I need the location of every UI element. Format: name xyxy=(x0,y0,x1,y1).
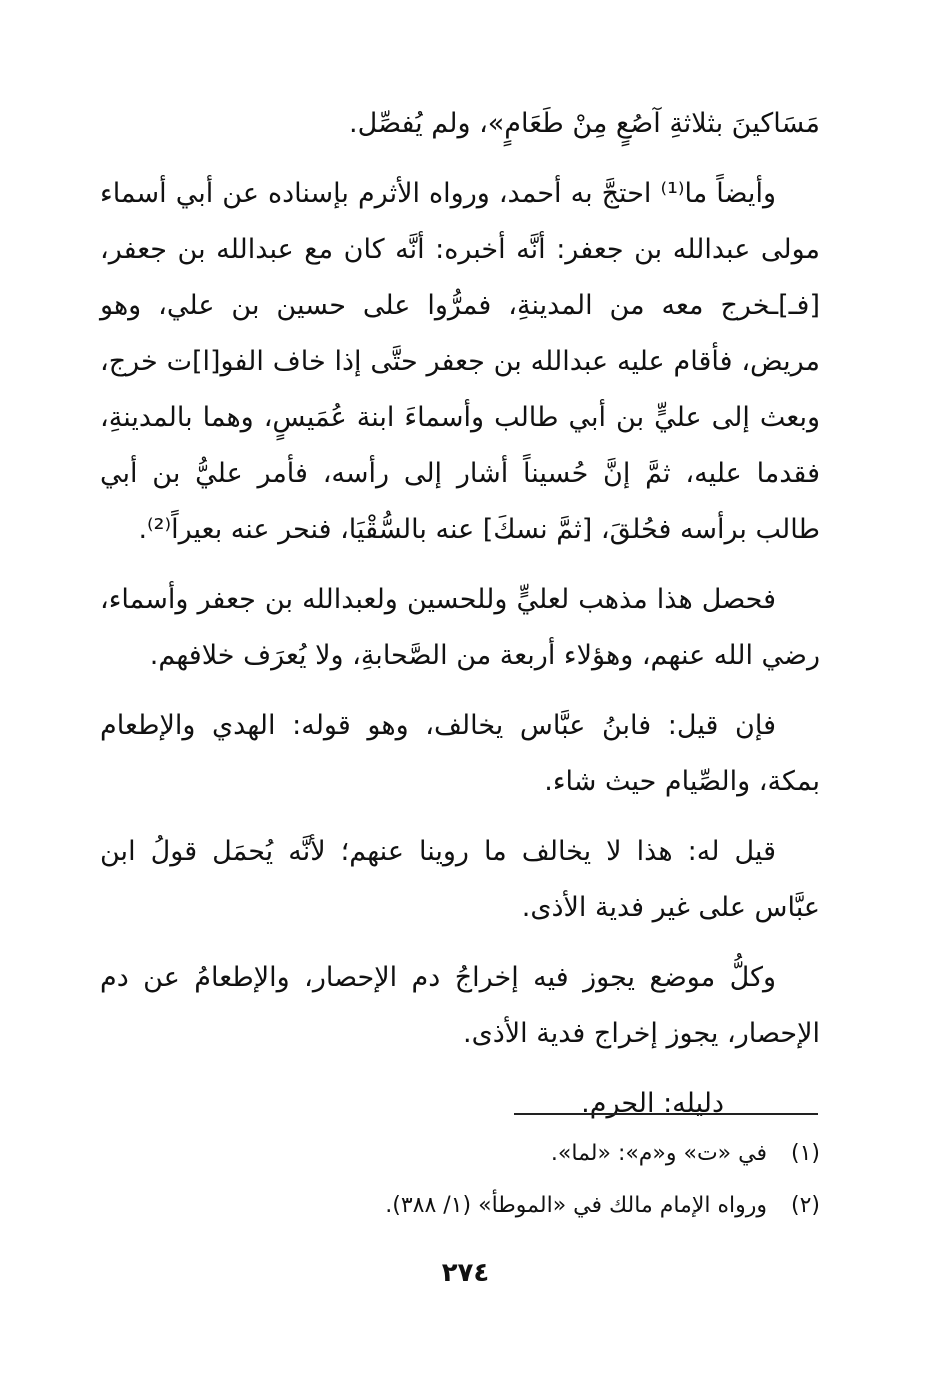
footnote-separator xyxy=(514,1113,818,1115)
paragraph-3: فحصل هذا مذهب لعليٍّ وللحسين ولعبدالله بن جعفر وأسماء، رضي الله عنهم، وهؤلاء أربعة من الصَّحابةِ، ولا يُعرَف خلافهم. xyxy=(100,584,820,671)
paragraph-2: وأيضاً ما⁽¹⁾ احتجَّ به أحمد، ورواه الأثرم بإسناده عن أبي أسماء مولى عبدالله بن جعفر: أنَّه أخبره: أنَّه كان مع عبدالله بن جعفر، [فـ]ـخرج معه من المدينةِ، فمرُّوا على حسين بن علي، وهو مريض، فأقام عليه عبدالله بن جعفر حتَّى إذا خاف الفو[ا]ت خرج، وبعث إلى عليٍّ بن أبي طالب وأسماءَ ابنة عُمَيسٍ، وهما بالمدينةِ، فقدما عليه، ثمَّ إنَّ حُسيناً أشار إلى رأسه، فأمر عليُّ بن أبي طالب برأسه فحُلقَ، [ثمَّ نسكَ] عنه بالسُّقْيَا، فنحر عنه بعيراً⁽²⁾. xyxy=(100,178,820,545)
paragraph-7: دليله: الحرم. xyxy=(581,1088,724,1119)
footnote-number: (١) xyxy=(790,1141,820,1166)
footnotes xyxy=(100,1134,820,1238)
footnote-text: ورواه الإمام مالك في «الموطأ» (١/ ٣٨٨). xyxy=(385,1193,767,1218)
footnote-1 xyxy=(100,1134,820,1174)
main-text xyxy=(100,96,820,1132)
footnote-number: (٢) xyxy=(790,1193,820,1218)
paragraph-1: مَسَاكينَ بثلاثةِ آصُعٍ مِنْ طَعَامٍ»، ولم يُفصِّل. xyxy=(349,108,820,139)
paragraph-4: فإن قيل: فابنُ عبَّاس يخالف، وهو قوله: الهدي والإطعام بمكة، والصِّيام حيث شاء. xyxy=(100,710,820,797)
footnote-2 xyxy=(100,1186,820,1226)
page-number: ٢٧٤ xyxy=(441,1258,490,1288)
paragraph-5: قيل له: هذا لا يخالف ما روينا عنهم؛ لأنَّه يُحمَل قولُ ابن عبَّاس على غير فدية الأذى. xyxy=(100,836,820,923)
paragraph-6: وكلُّ موضع يجوز فيه إخراجُ دم الإحصار، والإطعامُ عن دم الإحصار، يجوز إخراج فدية الأذى. xyxy=(100,962,820,1049)
footnote-text: في «ت» و«م»: «لما». xyxy=(550,1141,767,1166)
